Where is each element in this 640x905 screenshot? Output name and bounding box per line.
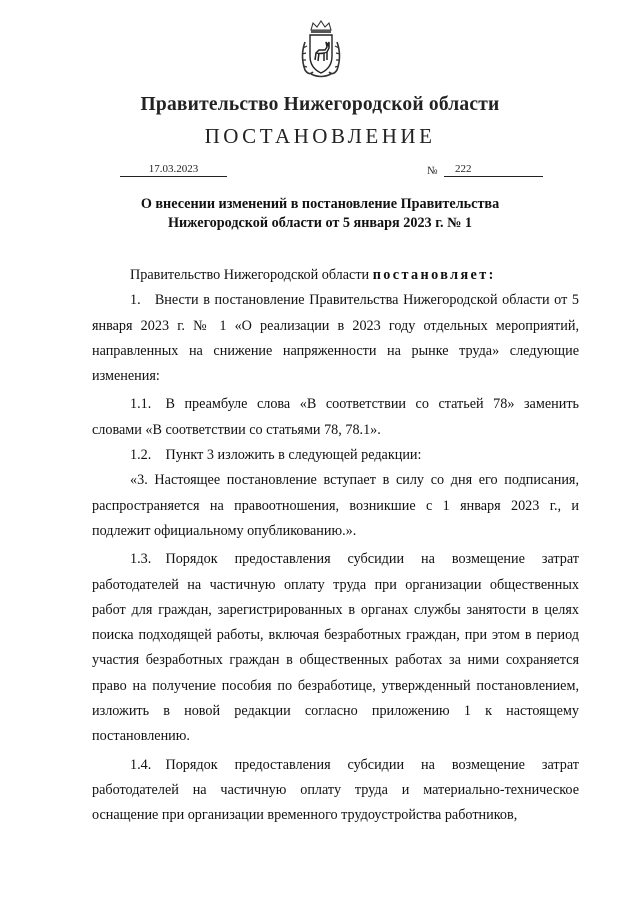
- intro-emphasis: постановляет:: [372, 267, 496, 283]
- intro-text: Правительство Нижегородской области: [130, 267, 373, 283]
- intro-paragraph: [92, 263, 579, 288]
- subject-line-2: Нижегородской области от 5 января 2023 г. № 1: [167, 215, 473, 231]
- document-type-title: ПОСТАНОВЛЕНИЕ: [204, 124, 436, 148]
- paragraph-1-3: 1.3. Порядок предоставления субсидии на возмещение затрат работодателей на частичную оплату труда при организации общественных работ для граждан, зарегистрированных в органах службы занятости в целях поиска подходящей работы, включая безработных граждан, при этом в период участия безработных граждан в общественных работах за ними сохраняется право на получение пособия по безработице, утвержденный постановлением, изложить в новой редакции согласно приложению 1 к настоящему постановлению.: [92, 551, 579, 745]
- paragraph-1-4: 1.4. Порядок предоставления субсидии на возмещение затрат работодателей на частичную оплату труда и материально-техническое оснащение при организации временного трудоустройства работников,: [92, 756, 579, 824]
- subject-line-1: О внесении изменений в постановление Правительства: [140, 196, 500, 212]
- coat-of-arms-icon: [299, 20, 343, 80]
- document-number: 222: [444, 163, 543, 177]
- paragraph-1-1: 1.1. В преамбуле слова «В соответствии со статьей 78» заменить словами «В соответствии со статьями 78, 78.1».: [92, 396, 579, 438]
- document-subject: [0, 195, 640, 233]
- document-date: 17.03.2023: [120, 163, 227, 177]
- paragraph-1: 1. Внести в постановление Правительства Нижегородской области от 5 января 2023 г. № 1 «О реализации в 2023 году отдельных мероприятий, направленных на снижение напряженности на рынке труда» следующие изменения:: [92, 292, 579, 385]
- number-sign: №: [427, 165, 438, 177]
- paragraph-1-2: 1.2. Пункт 3 изложить в следующей редакции:: [130, 447, 422, 464]
- paragraph-1-2-quote: «3. Настоящее постановление вступает в силу со дня его подписания, распространяется на правоотношения, возникшие с 1 января 2023 г., и подлежит официальному опубликованию.».: [92, 472, 579, 539]
- government-title: Правительство Нижегородской области: [140, 94, 500, 115]
- document-body: [92, 263, 579, 829]
